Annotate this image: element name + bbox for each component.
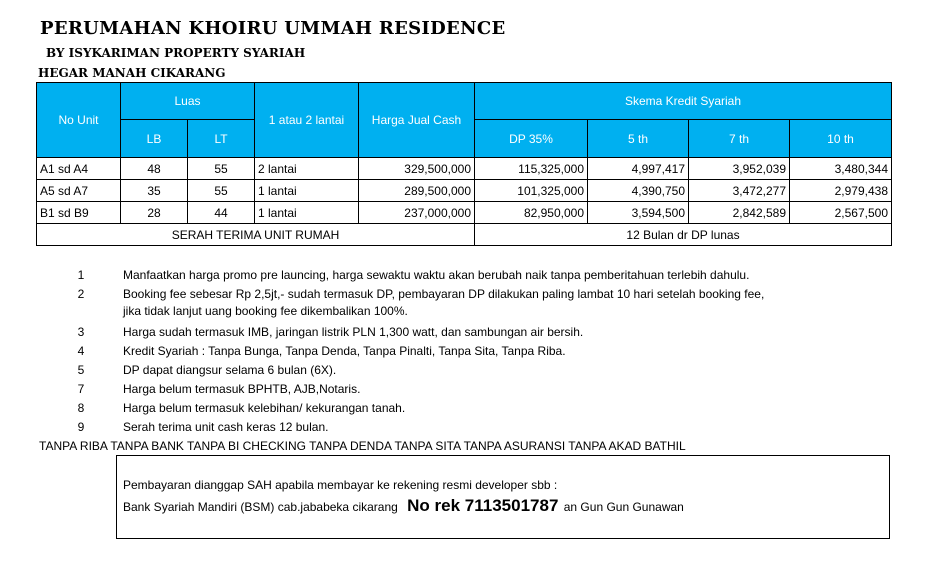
note-number: 3 xyxy=(77,325,85,339)
cell-lb: 35 xyxy=(121,180,188,202)
cell-5th: 4,390,750 xyxy=(588,180,689,202)
header-lb: LB xyxy=(121,120,188,158)
location-label: HEGAR MANAH CIKARANG xyxy=(38,66,226,80)
note-text: Booking fee sebesar Rp 2,5jt,- sudah termasuk DP, pembayaran DP dilakukan paling lambat 10 hari setelah booking fee, xyxy=(123,287,765,301)
note-text: jika tidak lanjut uang booking fee dikembalikan 100%. xyxy=(123,304,408,318)
cell-7th: 2,842,589 xyxy=(689,202,790,224)
cell-dp: 101,325,000 xyxy=(475,180,588,202)
cell-lt: 55 xyxy=(188,158,255,180)
cell-7th: 3,952,039 xyxy=(689,158,790,180)
note-number: 9 xyxy=(77,420,85,434)
header-10th: 10 th xyxy=(790,120,892,158)
header-lantai: 1 atau 2 lantai xyxy=(255,83,359,158)
serah-terima-value: 12 Bulan dr DP lunas xyxy=(475,224,892,246)
table-header-row xyxy=(37,83,892,120)
header-dp: DP 35% xyxy=(475,120,588,158)
header-luas: Luas xyxy=(121,83,255,120)
cell-cash: 329,500,000 xyxy=(359,158,475,180)
cell-5th: 4,997,417 xyxy=(588,158,689,180)
cell-10th: 3,480,344 xyxy=(790,158,892,180)
header-skema-kredit: Skema Kredit Syariah xyxy=(475,83,892,120)
note-number: 7 xyxy=(77,382,85,396)
note-text: Kredit Syariah : Tanpa Bunga, Tanpa Denda, Tanpa Pinalti, Tanpa Sita, Tanpa Riba. xyxy=(123,344,566,358)
slogan-text: TANPA RIBA TANPA BANK TANPA BI CHECKING TANPA DENDA TANPA SITA TANPA ASURANSI TANPA AKAD BATHIL xyxy=(39,439,686,453)
note-number: 2 xyxy=(77,287,85,301)
cell-unit: B1 sd B9 xyxy=(37,202,121,224)
cell-lantai: 1 lantai xyxy=(255,180,359,202)
account-number: No rek 7113501787 xyxy=(407,496,559,515)
payment-instruction: Pembayaran dianggap SAH apabila membayar ke rekening resmi developer sbb : xyxy=(123,478,558,492)
cell-dp: 115,325,000 xyxy=(475,158,588,180)
header-7th: 7 th xyxy=(689,120,790,158)
header-lt: LT xyxy=(188,120,255,158)
table-footer-row xyxy=(37,224,892,246)
note-text: Serah terima unit cash keras 12 bulan. xyxy=(123,420,329,434)
account-holder: an Gun Gun Gunawan xyxy=(563,500,684,514)
note-text: Manfaatkan harga promo pre launcing, harga sewaktu waktu akan berubah naik tanpa pemberitahuan terlebih dahulu. xyxy=(123,268,750,282)
cell-lt: 55 xyxy=(188,180,255,202)
cell-10th: 2,567,500 xyxy=(790,202,892,224)
cell-lantai: 1 lantai xyxy=(255,202,359,224)
cell-lb: 28 xyxy=(121,202,188,224)
note-text: Harga belum termasuk BPHTB, AJB,Notaris. xyxy=(123,382,361,396)
page-title: PERUMAHAN KHOIRU UMMAH RESIDENCE xyxy=(40,18,506,39)
note-text: DP dapat diangsur selama 6 bulan (6X). xyxy=(123,363,337,377)
cell-dp: 82,950,000 xyxy=(475,202,588,224)
cell-lantai: 2 lantai xyxy=(255,158,359,180)
cell-lb: 48 xyxy=(121,158,188,180)
note-text: Harga belum termasuk kelebihan/ kekurangan tanah. xyxy=(123,401,406,415)
note-number: 4 xyxy=(77,344,85,358)
cell-5th: 3,594,500 xyxy=(588,202,689,224)
bank-name: Bank Syariah Mandiri (BSM) cab.jababeka cikarang xyxy=(123,500,398,514)
note-number: 8 xyxy=(77,401,85,415)
header-no-unit: No Unit xyxy=(37,83,121,158)
developer-subtitle: BY ISYKARIMAN PROPERTY SYARIAH xyxy=(46,46,306,60)
cell-unit: A1 sd A4 xyxy=(37,158,121,180)
note-number: 1 xyxy=(77,268,85,282)
table-row xyxy=(37,180,892,202)
payment-info-box xyxy=(116,455,890,539)
serah-terima-label: SERAH TERIMA UNIT RUMAH xyxy=(37,224,475,246)
table-row xyxy=(37,202,892,224)
payment-account-line xyxy=(123,496,684,516)
cell-cash: 237,000,000 xyxy=(359,202,475,224)
note-number: 5 xyxy=(77,363,85,377)
header-5th: 5 th xyxy=(588,120,689,158)
cell-7th: 3,472,277 xyxy=(689,180,790,202)
table-row xyxy=(37,158,892,180)
cell-10th: 2,979,438 xyxy=(790,180,892,202)
price-table xyxy=(36,82,892,246)
cell-cash: 289,500,000 xyxy=(359,180,475,202)
note-text: Harga sudah termasuk IMB, jaringan listrik PLN 1,300 watt, dan sambungan air bersih. xyxy=(123,325,584,339)
cell-unit: A5 sd A7 xyxy=(37,180,121,202)
cell-lt: 44 xyxy=(188,202,255,224)
header-harga-cash: Harga Jual Cash xyxy=(359,83,475,158)
